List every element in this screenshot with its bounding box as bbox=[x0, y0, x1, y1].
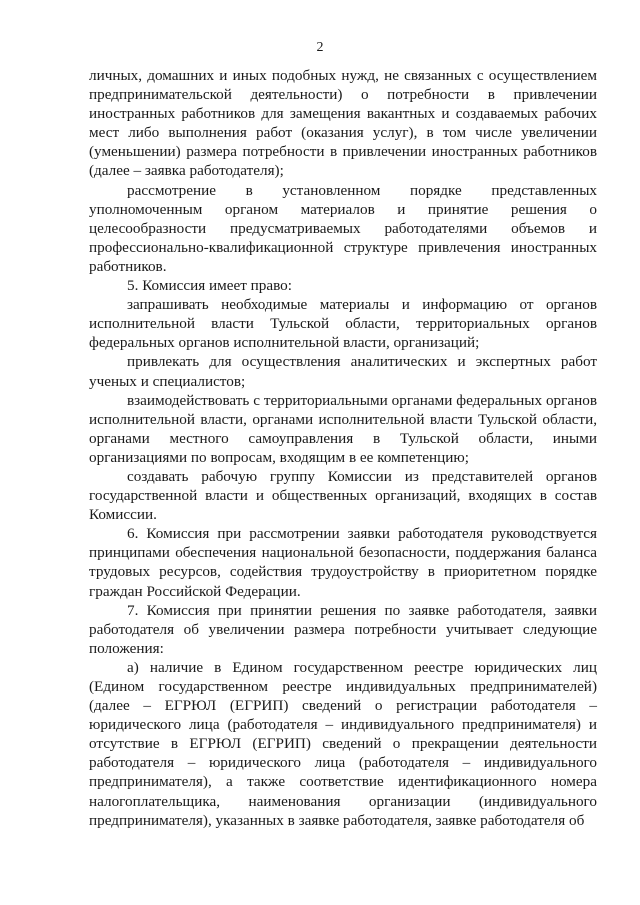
paragraph-engage-specialists: привлекать для осуществления аналитических и экспертных работ ученых и специалистов; bbox=[89, 353, 597, 390]
paragraph-continuation: личных, домашних и иных подобных нужд, не связанных с осуществлением предпринимательской деятельности) о потребности в привлечении иностранных работников для замещения вакантных и создаваемых рабочих мест либо выполнения работ (оказания услуг), в том числе увеличении (уменьшении) размера потребности в привлечении иностранных работников (далее – заявка работодателя); bbox=[89, 67, 597, 180]
paragraph-section-5-heading: 5. Комиссия имеет право: bbox=[127, 277, 292, 295]
paragraph-item-a: а) наличие в Едином государственном реестре юридических лиц (Едином государственном реестре индивидуальных предпринимателей) (далее – ЕГРЮЛ (ЕГРИП) сведений о регистрации работодателя – юридического лица (работодателя – индивидуального предпринимателя) и отсутствие в ЕГРЮЛ (ЕГРИП) сведений о прекращении деятельности работодателя – юридического лица (работодателя – индивидуального предпринимателя), а также соответствие идентификационного номера налогоплательщика, наименования организации (индивидуального предпринимателя), указанных в заявке работодателя, заявке работодателя об bbox=[89, 658, 597, 829]
paragraph-section-7: 7. Комиссия при принятии решения по заявке работодателя, заявки работодателя об увеличении размера потребности учитывает следующие положения: bbox=[89, 601, 597, 657]
paragraph-request-materials: запрашивать необходимые материалы и информацию от органов исполнительной власти Тульской области, территориальных органов федеральных органов исполнительной власти, организаций; bbox=[89, 296, 597, 352]
paragraph-section-6: 6. Комиссия при рассмотрении заявки работодателя руководствуется принципами обеспечения национальной безопасности, поддержания баланса трудовых ресурсов, содействия трудоустройству в приоритетном порядке граждан Российской Федерации. bbox=[89, 525, 597, 600]
paragraph-review-materials: рассмотрение в установленном порядке представленных уполномоченным органом материалов и принятие решения о целесообразности предусматриваемых работодателями объемов и профессионально-квалификационной структуре привлечения иностранных работников. bbox=[89, 181, 597, 275]
paragraph-interact-bodies: взаимодействовать с территориальными органами федеральных органов исполнительной власти, органами исполнительной власти Тульской области, органами местного самоуправления в Тульской области, иными организациями по вопросам, входящим в ее компетенцию; bbox=[89, 391, 597, 466]
paragraph-working-group: создавать рабочую группу Комиссии из представителей органов государственной власти и общественных организаций, входящих в состав Комиссии. bbox=[89, 467, 597, 524]
document-body bbox=[89, 66, 597, 830]
page-number: 2 bbox=[316, 40, 324, 55]
